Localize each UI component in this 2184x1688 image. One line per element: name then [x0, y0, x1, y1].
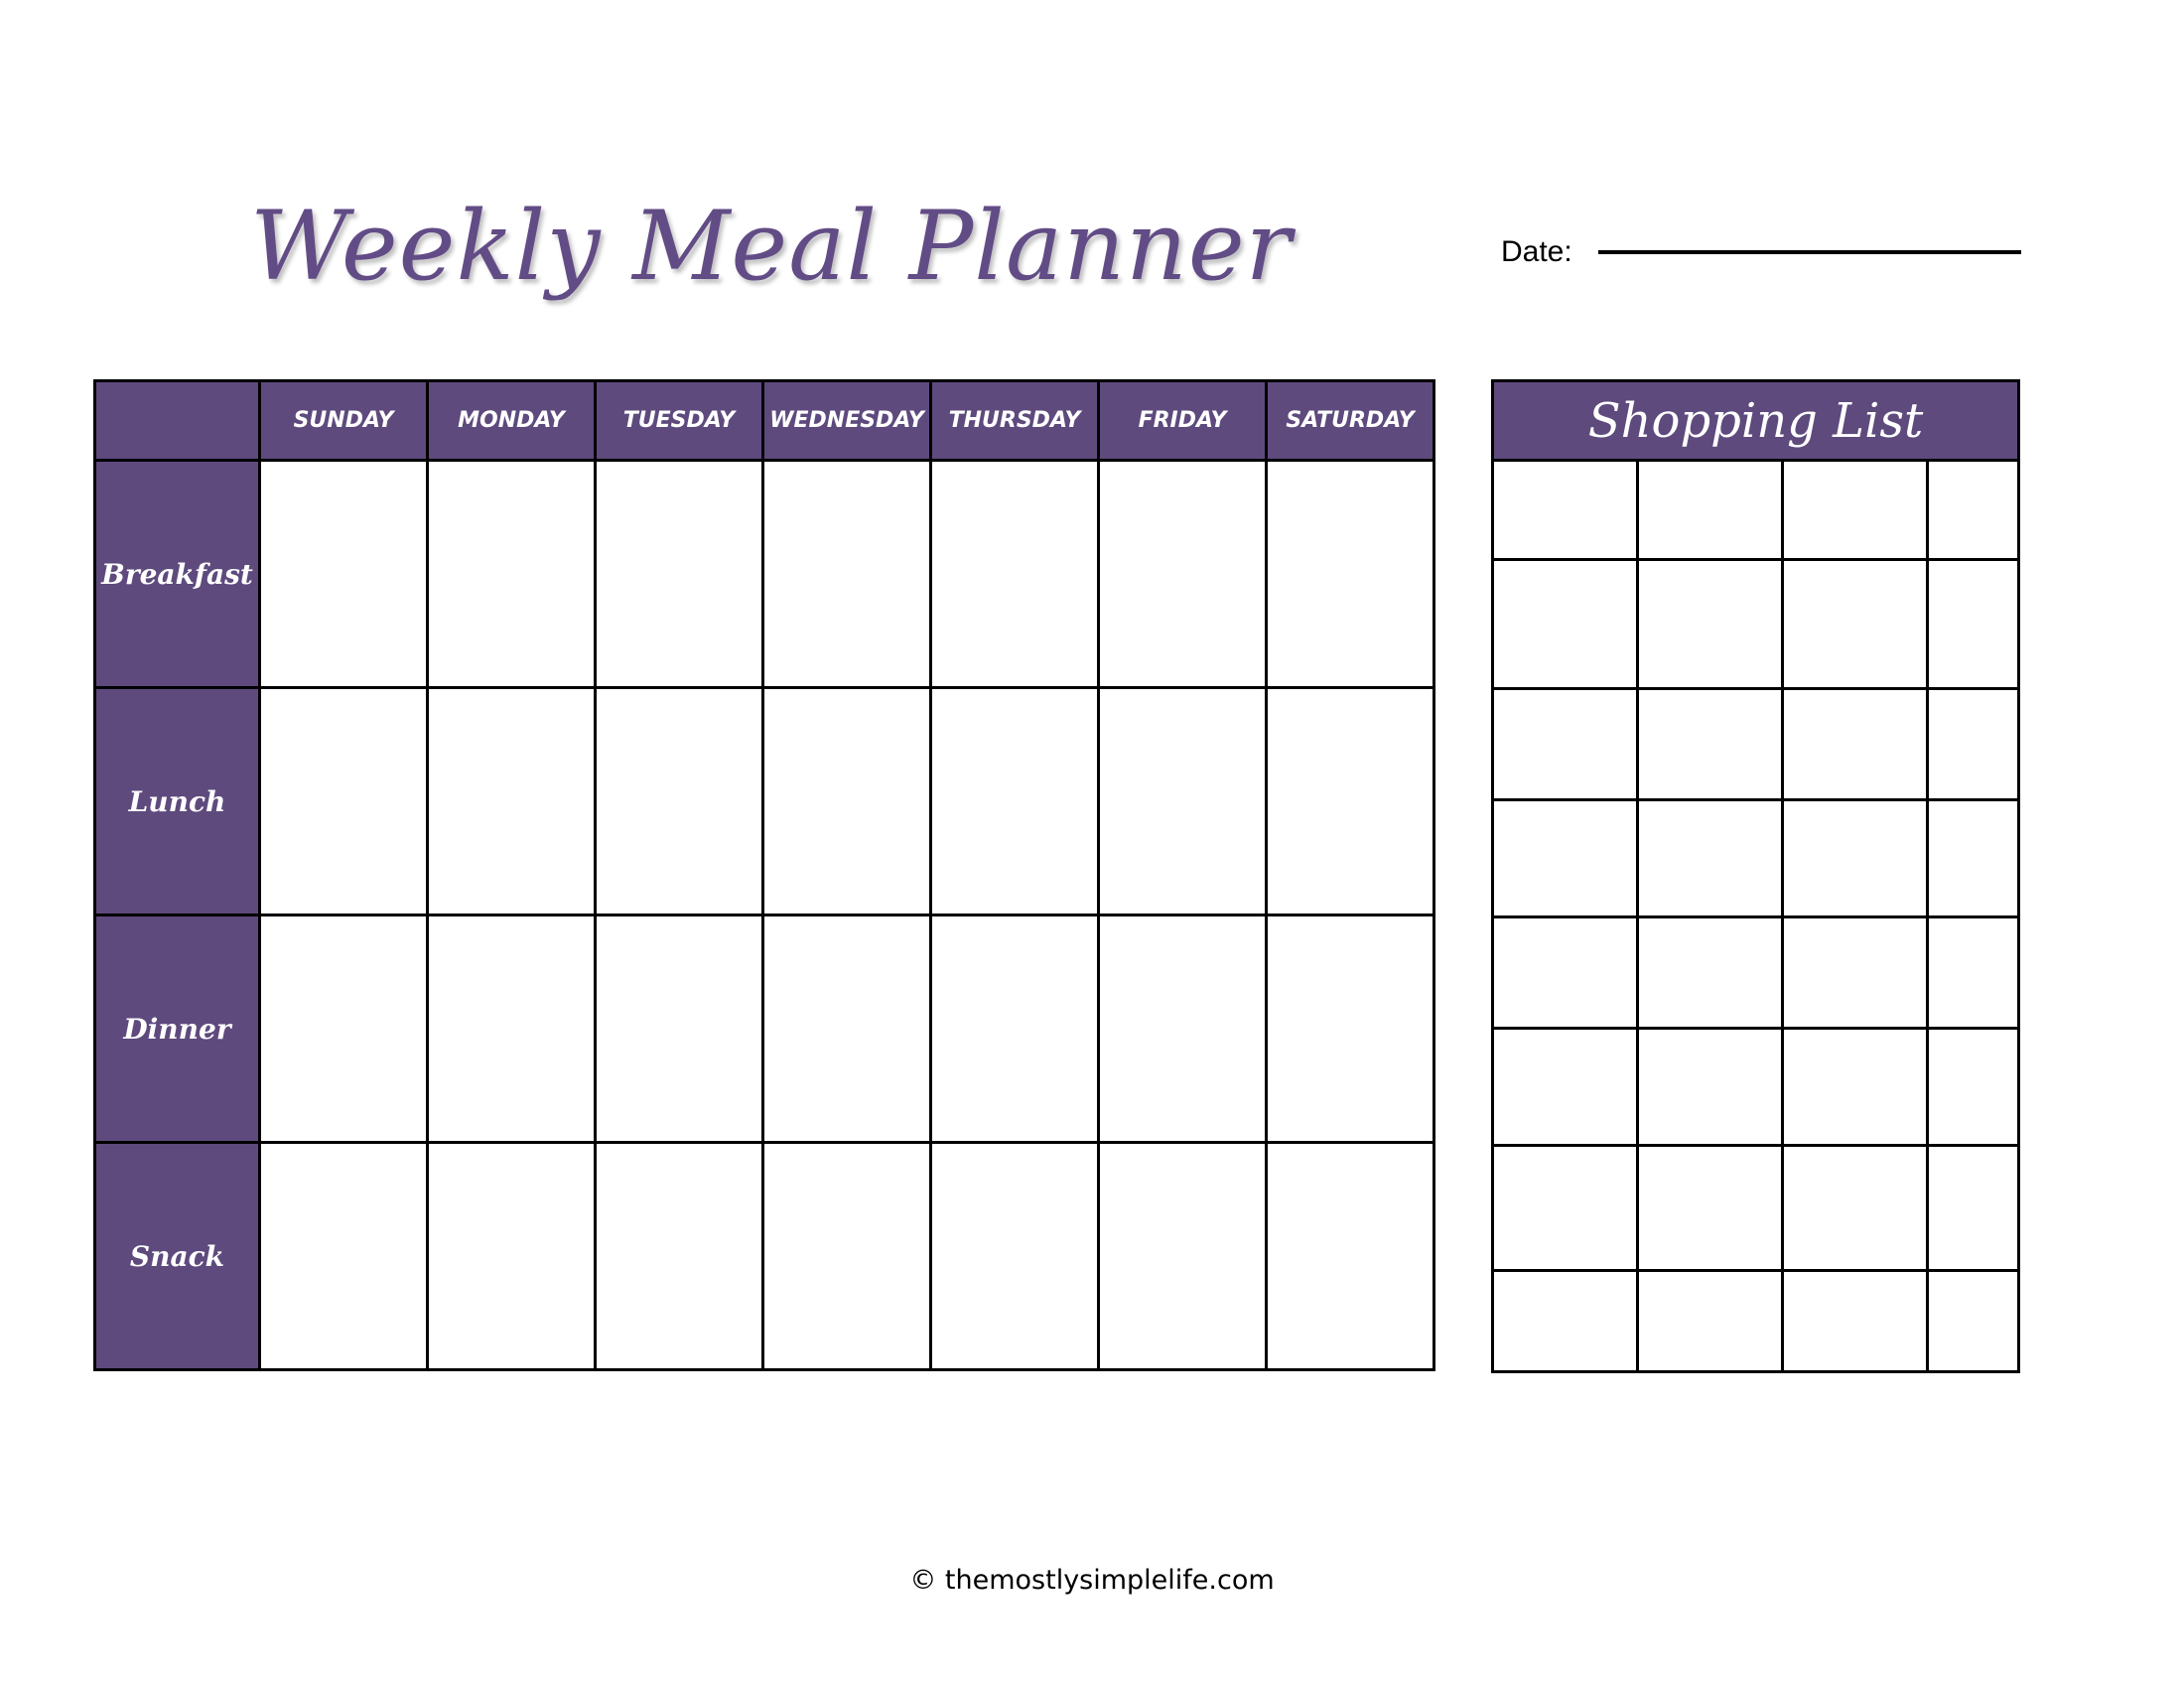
day-header-sunday: SUNDAY: [260, 381, 428, 461]
shopping-list-cell[interactable]: [1928, 1271, 2019, 1372]
corner-cell: [95, 381, 260, 461]
meal-cell-lunch-sunday[interactable]: [260, 688, 428, 915]
meal-cell-dinner-thursday[interactable]: [931, 915, 1099, 1143]
shopping-list-cell[interactable]: [1928, 560, 2019, 689]
copyright-footer: © themostlysimplelife.com: [909, 1565, 1275, 1596]
day-header-friday: FRIDAY: [1099, 381, 1267, 461]
meal-cell-breakfast-thursday[interactable]: [931, 461, 1099, 688]
shopping-list-row: [1493, 1146, 2019, 1271]
shopping-list-title: Shopping List: [1493, 381, 2019, 461]
meal-cell-snack-friday[interactable]: [1099, 1143, 1267, 1370]
meal-cell-breakfast-sunday[interactable]: [260, 461, 428, 688]
shopping-list-cell[interactable]: [1638, 1029, 1783, 1146]
shopping-list-cell[interactable]: [1928, 800, 2019, 917]
meal-cell-dinner-friday[interactable]: [1099, 915, 1267, 1143]
shopping-list-cell[interactable]: [1638, 461, 1783, 560]
meal-cell-breakfast-wednesday[interactable]: [763, 461, 931, 688]
shopping-list-cell[interactable]: [1493, 1029, 1638, 1146]
meal-cell-lunch-friday[interactable]: [1099, 688, 1267, 915]
meal-cell-lunch-saturday[interactable]: [1267, 688, 1434, 915]
day-header-row: [95, 381, 1434, 461]
meal-label-lunch: Lunch: [95, 688, 260, 915]
shopping-list-cell[interactable]: [1928, 917, 2019, 1029]
meal-cell-dinner-sunday[interactable]: [260, 915, 428, 1143]
shopping-list-row: [1493, 560, 2019, 689]
shopping-list-cell[interactable]: [1638, 689, 1783, 800]
shopping-list-cell[interactable]: [1928, 1146, 2019, 1271]
meal-cell-breakfast-saturday[interactable]: [1267, 461, 1434, 688]
shopping-list-cell[interactable]: [1638, 1271, 1783, 1372]
shopping-list-grid: [1491, 379, 2020, 1373]
shopping-list-cell[interactable]: [1928, 1029, 2019, 1146]
shopping-list-row: [1493, 1271, 2019, 1372]
shopping-list-cell[interactable]: [1783, 560, 1928, 689]
meal-label-breakfast: Breakfast: [95, 461, 260, 688]
shopping-list-header-row: [1493, 381, 2019, 461]
shopping-list-cell[interactable]: [1928, 461, 2019, 560]
shopping-list-cell[interactable]: [1493, 560, 1638, 689]
meal-row-breakfast: [95, 461, 1434, 688]
meal-label-dinner: Dinner: [95, 915, 260, 1143]
day-header-wednesday: WEDNESDAY: [763, 381, 931, 461]
shopping-list-cell[interactable]: [1493, 1146, 1638, 1271]
shopping-list-cell[interactable]: [1783, 800, 1928, 917]
day-header-tuesday: TUESDAY: [596, 381, 763, 461]
shopping-list-cell[interactable]: [1493, 1271, 1638, 1372]
meal-grid: [93, 379, 1435, 1371]
shopping-list-cell[interactable]: [1493, 800, 1638, 917]
shopping-list-cell[interactable]: [1638, 560, 1783, 689]
meal-cell-lunch-wednesday[interactable]: [763, 688, 931, 915]
shopping-list-row: [1493, 917, 2019, 1029]
meal-cell-snack-sunday[interactable]: [260, 1143, 428, 1370]
meal-cell-breakfast-tuesday[interactable]: [596, 461, 763, 688]
meal-cell-snack-monday[interactable]: [428, 1143, 596, 1370]
meal-cell-dinner-wednesday[interactable]: [763, 915, 931, 1143]
shopping-list-cell[interactable]: [1783, 689, 1928, 800]
shopping-list-row: [1493, 1029, 2019, 1146]
day-header-thursday: THURSDAY: [931, 381, 1099, 461]
shopping-list-row: [1493, 689, 2019, 800]
meal-cell-dinner-monday[interactable]: [428, 915, 596, 1143]
meal-cell-snack-thursday[interactable]: [931, 1143, 1099, 1370]
meal-row-snack: [95, 1143, 1434, 1370]
meal-cell-breakfast-friday[interactable]: [1099, 461, 1267, 688]
meal-cell-dinner-tuesday[interactable]: [596, 915, 763, 1143]
meal-cell-breakfast-monday[interactable]: [428, 461, 596, 688]
shopping-list-cell[interactable]: [1783, 1271, 1928, 1372]
meal-cell-dinner-saturday[interactable]: [1267, 915, 1434, 1143]
shopping-list-cell[interactable]: [1783, 1029, 1928, 1146]
meal-cell-lunch-monday[interactable]: [428, 688, 596, 915]
meal-row-dinner: [95, 915, 1434, 1143]
meal-cell-lunch-tuesday[interactable]: [596, 688, 763, 915]
shopping-list-cell[interactable]: [1638, 917, 1783, 1029]
day-header-saturday: SATURDAY: [1267, 381, 1434, 461]
shopping-list-cell[interactable]: [1493, 461, 1638, 560]
shopping-list-row: [1493, 461, 2019, 560]
page-title: Weekly Meal Planner: [250, 191, 1293, 302]
meal-label-snack: Snack: [95, 1143, 260, 1370]
shopping-list-cell[interactable]: [1493, 689, 1638, 800]
shopping-list-cell[interactable]: [1928, 689, 2019, 800]
shopping-list-cell[interactable]: [1493, 917, 1638, 1029]
meal-cell-lunch-thursday[interactable]: [931, 688, 1099, 915]
date-label: Date:: [1501, 235, 1572, 268]
meal-row-lunch: [95, 688, 1434, 915]
shopping-list-cell[interactable]: [1783, 917, 1928, 1029]
shopping-list-row: [1493, 800, 2019, 917]
meal-cell-snack-tuesday[interactable]: [596, 1143, 763, 1370]
shopping-list-cell[interactable]: [1783, 1146, 1928, 1271]
meal-cell-snack-wednesday[interactable]: [763, 1143, 931, 1370]
day-header-monday: MONDAY: [428, 381, 596, 461]
shopping-list-cell[interactable]: [1638, 1146, 1783, 1271]
shopping-list-cell[interactable]: [1638, 800, 1783, 917]
shopping-list-cell[interactable]: [1783, 461, 1928, 560]
meal-cell-snack-saturday[interactable]: [1267, 1143, 1434, 1370]
date-field-line[interactable]: [1598, 250, 2021, 254]
